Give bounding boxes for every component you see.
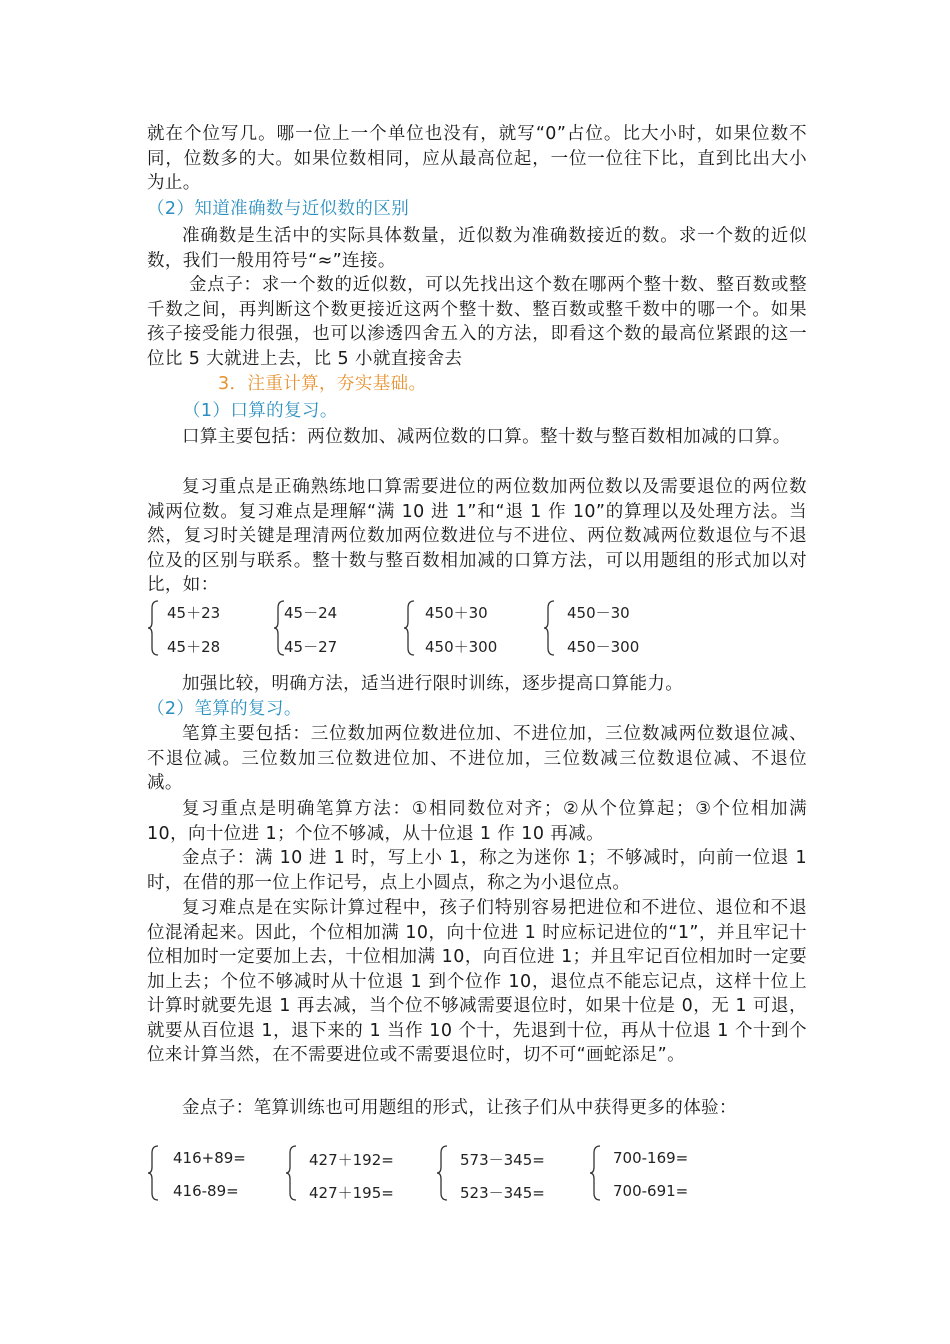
paragraph-tip-approximate: 金点子：求一个数的近似数，可以先找出这个数在哪两个整十数、整百数或整千数之间，再判断这个数更接近这两个整十数、整百数或整千数中的哪一个。如果孩子接受能力很强，也可以渗透四舍五入的方法，即看这个数的最高位紧跟的这一位比 5 大就进上去，比 5 小就直接舍去 bbox=[147, 275, 807, 369]
paragraph-place-value: 就在个位写几。哪一位上一个单位也没有，就写“0”占位。比大小时，如果位数不同，位数多的大。如果位数相同，应从最高位起，一位一位往下比，直到比出大小为止。 bbox=[147, 124, 807, 193]
written-group-1 bbox=[147, 1145, 267, 1203]
oral-equation: 450－30 bbox=[567, 604, 630, 622]
written-equation: 427＋195= bbox=[309, 1184, 394, 1202]
oral-equation: 45＋28 bbox=[167, 638, 221, 656]
brace-icon bbox=[403, 600, 415, 656]
oral-equation: 450－300 bbox=[567, 638, 640, 656]
written-group-3 bbox=[436, 1145, 566, 1203]
heading-computation: 3．注重计算，夯实基础。 bbox=[218, 374, 427, 394]
written-equation: 523－345= bbox=[460, 1184, 545, 1202]
brace-icon bbox=[589, 1145, 601, 1201]
paragraph-written-scope: 笔算主要包括：三位数加两位数进位加、不进位加，三位数减两位数退位减、不退位减。三位数加三位数进位加、不进位加，三位数减三位数退位减、不退位减。 bbox=[147, 724, 807, 793]
brace-icon bbox=[543, 600, 555, 656]
paragraph-exact-vs-approximate: 准确数是生活中的实际具体数量，近似数为准确数接近的数。求一个数的近似数，我们一般用符号“≈”连接。 bbox=[147, 226, 807, 271]
written-equation: 416-89= bbox=[173, 1182, 239, 1200]
brace-icon bbox=[436, 1145, 448, 1201]
subheading-oral-calculation: （1）口算的复习。 bbox=[183, 401, 338, 421]
oral-equation: 450＋30 bbox=[425, 604, 488, 622]
brace-icon bbox=[147, 1145, 159, 1201]
oral-group-3 bbox=[403, 600, 533, 658]
written-equation: 700-169= bbox=[613, 1149, 689, 1167]
paragraph-written-difficulty: 复习难点是在实际计算过程中，孩子们特别容易把进位和不进位、退位和不退位混淆起来。因此，个位相加满 10，向十位进 1 时应标记进位的“1”，并且牢记十位相加时一定要加上去，十位相加满 10，向百位进 1；并且牢记百位相加时一定要加上去；个位不够减时从十位退 1 到个位作 10，退位点不能忘记点，这样十位上计算时就要先退 1 再去减，当个位不够减需要退位时，如果十位是 0，无 1 可退，就要从百位退 1，退下来的 1 当作 10 个十，先退到十位，再从十位退 1 个十到个位来计算当然，在不需要进位或不需要退位时，切不可“画蛇添足”。 bbox=[147, 898, 807, 1065]
brace-icon bbox=[147, 600, 159, 656]
written-equation: 700-691= bbox=[613, 1182, 689, 1200]
paragraph-tip-carry-borrow: 金点子：满 10 进 1 时，写上小 1，称之为迷你 1；不够减时，向前一位退 1 时，在借的那一位上作记号，点上小圆点，称之为小退位点。 bbox=[147, 848, 807, 893]
paragraph-oral-scope: 口算主要包括：两位数加、减两位数的口算。整十数与整百数相加减的口算。 bbox=[182, 427, 791, 447]
paragraph-tip-written-groups: 金点子：笔算训练也可用题组的形式，让孩子们从中获得更多的体验： bbox=[182, 1098, 737, 1118]
oral-equation: 450＋300 bbox=[425, 638, 498, 656]
oral-equation: 45－27 bbox=[284, 638, 338, 656]
oral-group-4 bbox=[543, 600, 673, 658]
subheading-approximate-numbers: （2）知道准确数与近似数的区别 bbox=[147, 199, 410, 219]
oral-group-1 bbox=[147, 600, 267, 658]
oral-equation: 45－24 bbox=[284, 604, 338, 622]
written-equation: 416+89= bbox=[173, 1149, 246, 1167]
paragraph-oral-summary: 加强比较，明确方法，适当进行限时训练，逐步提高口算能力。 bbox=[182, 674, 684, 694]
brace-icon bbox=[285, 1145, 297, 1201]
subheading-written-calculation: （2）笔算的复习。 bbox=[147, 699, 302, 719]
written-equation: 427＋192= bbox=[309, 1151, 394, 1169]
oral-group-2 bbox=[273, 600, 393, 658]
paragraph-written-focus: 复习重点是明确笔算方法：①相同数位对齐；②从个位算起；③个位相加满 10，向十位进 1；个位不够减，从十位退 1 作 10 再减。 bbox=[147, 799, 807, 844]
oral-equation: 45＋23 bbox=[167, 604, 221, 622]
paragraph-oral-focus: 复习重点是正确熟练地口算需要进位的两位数加两位数以及需要退位的两位数减两位数。复习难点是理解“满 10 进 1”和“退 1 作 10”的算理以及处理方法。当然，复习时关键是理清两位数加两位数进位与不进位、两位数减两位数退位与不退位及的区别与联系。整十数与整百数相加减的口算方法，可以用题组的形式加以对比，如： bbox=[147, 477, 807, 595]
written-group-2 bbox=[285, 1145, 415, 1203]
written-group-4 bbox=[589, 1145, 709, 1203]
written-equation: 573－345= bbox=[460, 1151, 545, 1169]
